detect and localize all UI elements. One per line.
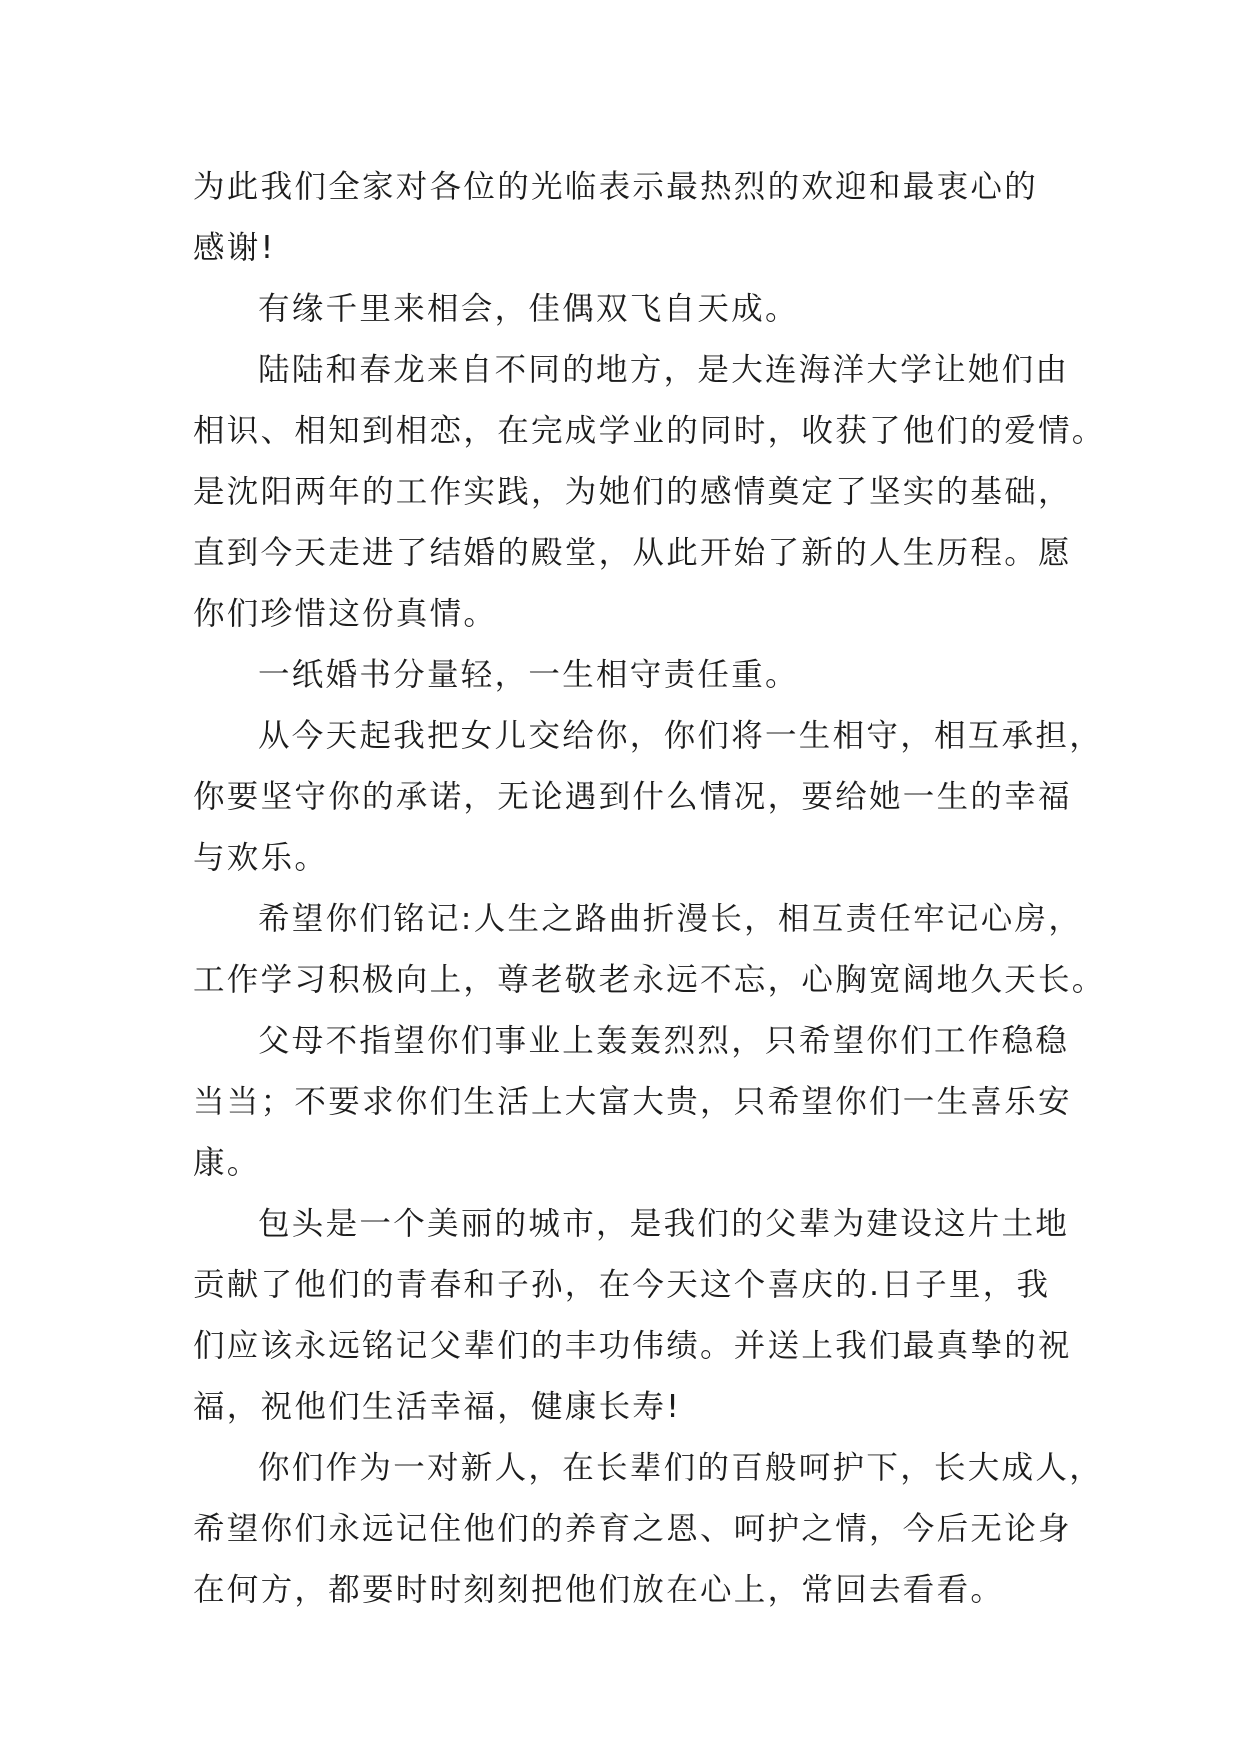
text-line: 你要坚守你的承诺，无论遇到什么情况，要给她一生的幸福 [193, 779, 1072, 815]
paragraph [193, 157, 1053, 279]
paragraph [193, 1011, 1072, 1194]
text-line: 包头是一个美丽的城市，是我们的父辈为建设这片土地 [258, 1206, 1070, 1242]
document-body [193, 157, 1106, 1621]
paragraph [193, 279, 1053, 340]
text-line: 贡献了他们的青春和子孙，在今天这个喜庆的.日子里，我 [193, 1267, 1051, 1303]
text-line: 在何方，都要时时刻刻把他们放在心上，常回去看看。 [193, 1572, 1005, 1608]
text-line: 为此我们全家对各位的光临表示最热烈的欢迎和最衷心的 [193, 169, 1039, 205]
text-line: 相识、相知到相恋，在完成学业的同时，收获了他们的爱情。 [193, 413, 1106, 449]
paragraph [193, 706, 1104, 889]
text-line: 你们作为一对新人，在长辈们的百般呵护下，长大成人， [258, 1450, 1104, 1486]
text-line: 是沈阳两年的工作实践，为她们的感情奠定了坚实的基础， [193, 474, 1072, 510]
paragraph [193, 889, 1106, 1011]
text-line: 你们珍惜这份真情。 [193, 596, 498, 632]
text-line: 从今天起我把女儿交给你，你们将一生相守，相互承担， [258, 718, 1104, 754]
text-line: 工作学习积极向上，尊老敬老永远不忘，心胸宽阔地久天长。 [193, 962, 1106, 998]
text-line: 陆陆和春龙来自不同的地方，是大连海洋大学让她们由 [258, 352, 1070, 388]
text-line: 父母不指望你们事业上轰轰烈烈，只希望你们工作稳稳 [258, 1023, 1070, 1059]
text-line: 希望你们铭记:人生之路曲折漫长，相互责任牢记心房， [258, 901, 1083, 937]
text-line: 康。 [193, 1145, 261, 1181]
text-line: 与欢乐。 [193, 840, 329, 876]
paragraph [193, 1194, 1072, 1438]
text-line: 当当；不要求你们生活上大富大贵，只希望你们一生喜乐安 [193, 1084, 1072, 1120]
text-line: 希望你们永远记住他们的养育之恩、呵护之情，今后无论身 [193, 1511, 1072, 1547]
text-line: 直到今天走进了结婚的殿堂，从此开始了新的人生历程。愿 [193, 535, 1072, 571]
paragraph [193, 340, 1106, 645]
paragraph [193, 645, 1053, 706]
text-line: 感谢! [193, 230, 276, 266]
text-line: 一纸婚书分量轻，一生相守责任重。 [258, 657, 799, 693]
paragraph [193, 1438, 1104, 1621]
text-line: 福，祝他们生活幸福，健康长寿! [193, 1389, 682, 1425]
text-line: 们应该永远铭记父辈们的丰功伟绩。并送上我们最真挚的祝 [193, 1328, 1072, 1364]
text-line: 有缘千里来相会，佳偶双飞自天成。 [258, 291, 799, 327]
